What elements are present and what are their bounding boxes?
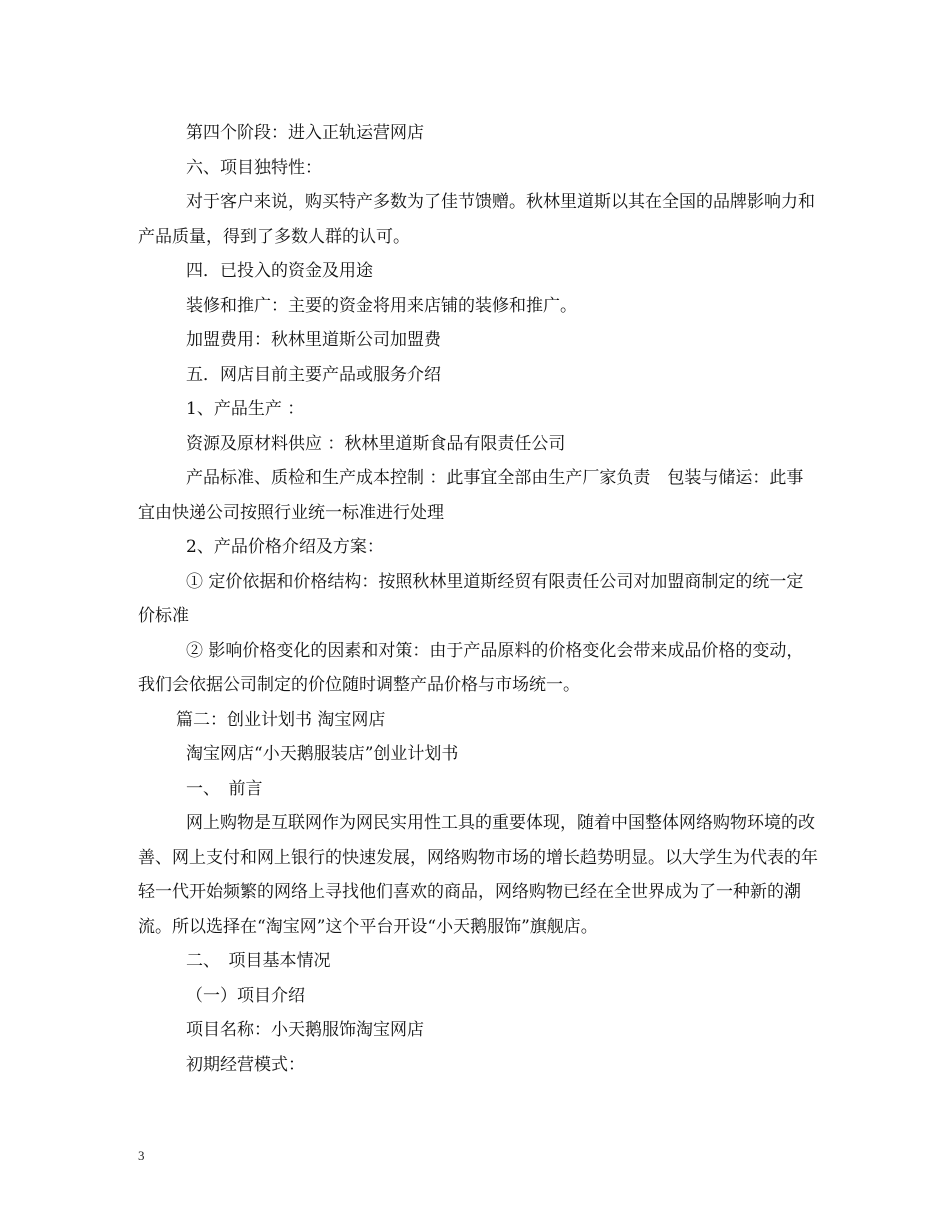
paragraph-decoration-promotion: 装修和推广：主要的资金将用来店铺的装修和推广。 xyxy=(186,295,577,316)
paragraph-operation-mode: 初期经营模式： xyxy=(186,1054,305,1075)
paragraph-raw-materials: 资源及原材料供应 ：秋林里道斯食品有限责任公司 xyxy=(186,433,566,454)
title-business-plan: 淘宝网店“小天鹅服装店”创业计划书 xyxy=(186,744,459,764)
paragraph-franchise-fee: 加盟费用：秋林里道斯公司加盟费 xyxy=(186,330,441,350)
document-body xyxy=(138,116,818,1082)
paragraph-customer-gifts: 对于客户来说，购买特产多数为了佳节馈赠。秋林里道斯以其在全国的品牌影响力和产品质量，得到了多数人群的认可。 xyxy=(138,192,815,247)
heading-preface: 一、 前言 xyxy=(186,778,263,799)
paragraph-online-shopping: 网上购物是互联网作为网民实用性工具的重要体现，随着中国整体网络购物环境的改善、网上支付和网上银行的快速发展，网络购物市场的增长趋势明显。以大学生为代表的年轻一代开始频繁的网络上寻找他们喜欢的商品，网络购物已经在全世界成为了一种新的潮流。所以选择在“淘宝网”这个平台开设“小天鹅服饰”旗舰店。 xyxy=(138,813,818,937)
heading-main-products: 五．网店目前主要产品或服务介绍 xyxy=(186,364,441,385)
heading-project-uniqueness: 六、项目独特性： xyxy=(186,157,322,178)
heading-project-basics: 二、 项目基本情况 xyxy=(186,951,331,971)
paragraph-price-factors: ② 影响价格变化的因素和对策：由于产品原料的价格变化会带来成品价格的变动，我们会依据公司制定的价位随时调整产品价格与市场统一。 xyxy=(138,640,804,695)
page-number: 3 xyxy=(138,1148,145,1163)
heading-product-production: 1、产品生产 ： xyxy=(186,399,305,419)
paragraph-project-name: 项目名称：小天鹅服饰淘宝网店 xyxy=(186,1020,424,1040)
heading-chapter-two: 篇二：创业计划书 淘宝网店 xyxy=(176,709,386,730)
heading-project-intro: （一）项目介绍 xyxy=(186,985,305,1006)
paragraph-stage-four: 第四个阶段：进入正轨运营网店 xyxy=(186,123,424,143)
heading-invested-funds: 四．已投入的资金及用途 xyxy=(186,261,373,281)
heading-product-pricing: 2、产品价格介绍及方案： xyxy=(186,537,384,557)
paragraph-quality-control: 产品标准、质检和生产成本控制 ：此事宜全部由生产厂家负责 包装与储运：此事宜由快递公司按照行业统一标准进行处理 xyxy=(138,468,804,523)
paragraph-pricing-basis: ① 定价依据和价格结构：按照秋林里道斯经贸有限责任公司对加盟商制定的统一定价标准 xyxy=(138,571,804,626)
